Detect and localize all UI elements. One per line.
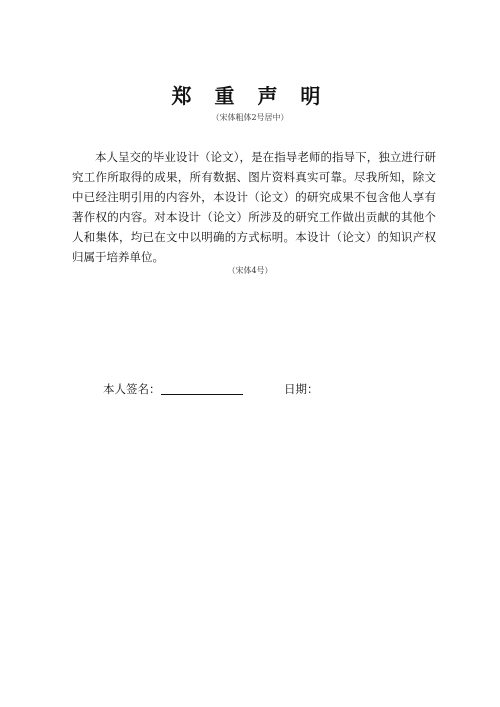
document-title: 郑 重 声 明 bbox=[171, 84, 329, 108]
signature-line bbox=[161, 394, 243, 395]
body-format-note: （宋体4号） bbox=[227, 266, 273, 275]
signature-label: 本人签名： bbox=[103, 382, 161, 396]
signature-row bbox=[103, 379, 423, 399]
title-format-note: （宋体粗体2号居中） bbox=[211, 113, 289, 122]
date-label: 日期： bbox=[284, 382, 319, 396]
declaration-paragraph: 本人呈交的毕业设计（论文），是在指导老师的指导下，独立进行研究工作所取得的成果，所有数据、图片资料真实可靠。尽我所知，除文中已经注明引用的内容外，本设计（论文）的研究成果不包含他人享有著作权的内容。对本设计（论文）所涉及的研究工作做出贡献的其他个人和集体，均已在文中以明确的方式标明。本设计（论文）的知识产权归属于培养单位。 bbox=[72, 150, 436, 264]
